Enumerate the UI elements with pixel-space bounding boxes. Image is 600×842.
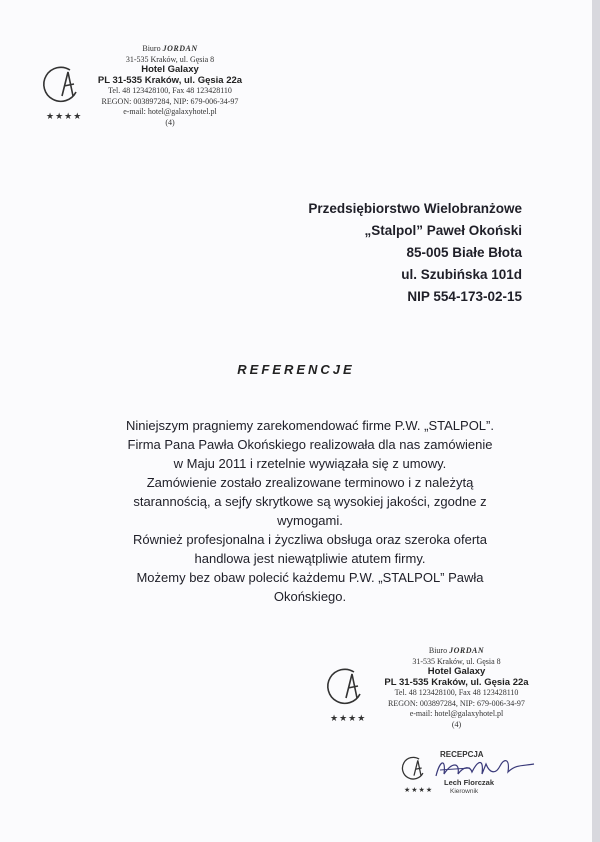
- letterhead-lines: [369, 646, 544, 730]
- biuro-line: Biuro JORDAN: [428, 646, 485, 655]
- hotel-stars: ★★★★: [46, 111, 83, 121]
- letterhead-stamp-bottom: [324, 646, 554, 742]
- recipient-line-1: Przedsiębiorstwo Wielobranżowe: [308, 201, 522, 216]
- regon-nip: REGON: 003897284, NIP: 679-006-34-97: [101, 96, 239, 106]
- letter-title: REFERENCJE: [237, 362, 355, 377]
- letterhead-lines: [85, 44, 255, 128]
- recipient-line-4: ul. Szubińska 101d: [401, 267, 522, 282]
- hotel-name: Hotel Galaxy: [427, 666, 486, 677]
- hotel-galaxy-logo: [324, 664, 368, 708]
- body-line: Niniejszym pragniemy zarekomendować firme P.W. „STALPOL”.: [126, 418, 494, 433]
- recipient-address: [308, 198, 522, 308]
- reception-signature-stamp: [400, 750, 560, 800]
- hotel-galaxy-logo: [40, 62, 84, 106]
- body-line: Możemy bez obaw polecić każdemu P.W. „STALPOL” Pawła: [136, 570, 484, 585]
- recipient-line-5: NIP 554-173-02-15: [407, 289, 522, 304]
- letterhead-stamp-top: [40, 44, 270, 140]
- body-line: Zamówienie zostało zrealizowane terminowo i z należytą: [146, 475, 474, 490]
- code: (4): [451, 719, 462, 729]
- code: (4): [165, 117, 175, 127]
- body-line: Firma Pana Pawła Okońskiego realizowała dla nas zamówienie: [127, 437, 493, 452]
- hotel-address: PL 31-535 Kraków, ul. Gęsia 22a: [384, 676, 529, 688]
- body-line: starannością, a sejfy skrytkowe są wysokiej jakości, zgodne z: [133, 494, 487, 509]
- hotel-name: Hotel Galaxy: [141, 64, 199, 75]
- email: e-mail: hotel@galaxyhotel.pl: [409, 709, 504, 718]
- hotel-stars: ★★★★: [330, 713, 367, 723]
- reception-label: RECEPCJA: [440, 750, 484, 759]
- tel-fax: Tel. 48 123428100, Fax 48 123428110: [394, 688, 519, 697]
- body-line: Okońskiego.: [273, 589, 347, 604]
- jordan-address: 31-535 Kraków, ul. Gęsia 8: [125, 54, 215, 64]
- letter-body: [100, 416, 520, 606]
- email: e-mail: hotel@galaxyhotel.pl: [123, 107, 217, 116]
- signatory-role: Kierownik: [450, 788, 479, 795]
- tel-fax: Tel. 48 123428100, Fax 48 123428110: [108, 86, 232, 95]
- recipient-line-3: 85-005 Białe Błota: [406, 245, 522, 260]
- body-line: wymogami.: [277, 513, 343, 528]
- reception-stars: ★★★★: [404, 787, 434, 794]
- body-line: Również profesjonalna i życzliwa obsługa oraz szeroka oferta: [132, 532, 488, 547]
- body-line: w Maju 2011 i rzetelnie wywiązała się z umowy.: [173, 456, 447, 471]
- page-edge: [592, 0, 600, 842]
- hotel-galaxy-logo: [400, 754, 428, 782]
- jordan-address: 31-535 Kraków, ul. Gęsia 8: [412, 656, 501, 666]
- recipient-line-2: „Stalpol” Paweł Okoński: [364, 223, 522, 238]
- regon-nip: REGON: 003897284, NIP: 679-006-34-97: [388, 698, 525, 708]
- signatory-name: Lech Florczak: [444, 778, 495, 787]
- body-line: handlowa jest niewątpliwie atutem firmy.: [194, 551, 426, 566]
- biuro-line: Biuro JORDAN: [142, 44, 198, 53]
- hotel-address: PL 31-535 Kraków, ul. Gęsia 22a: [97, 74, 243, 86]
